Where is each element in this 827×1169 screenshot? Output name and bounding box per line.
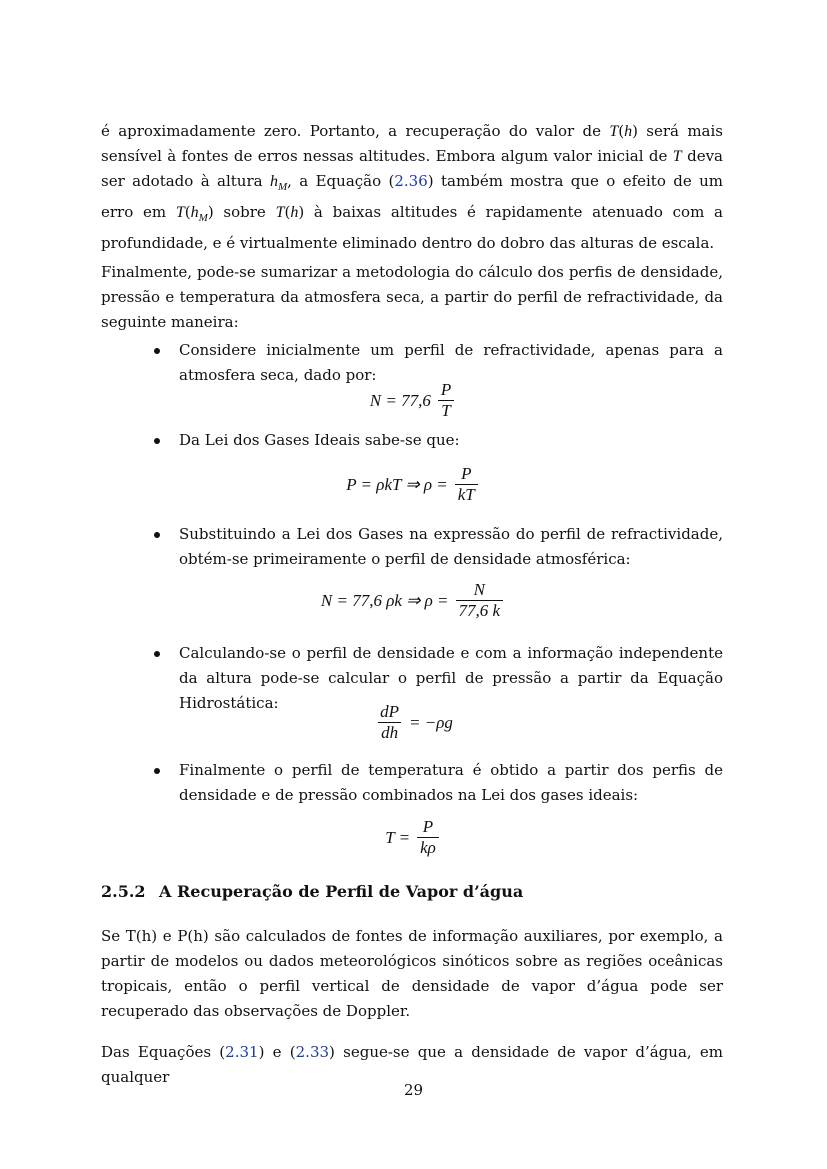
eq1-denominator: T	[438, 400, 453, 420]
eq4-rhs: = −ρg	[409, 712, 453, 732]
eq1-fraction	[438, 381, 454, 420]
eq3-denominator: 77,6 k	[456, 600, 504, 620]
para4-mid: ) e (	[258, 1043, 296, 1061]
eq2-fraction	[455, 465, 478, 504]
para4-after: ) segue-se que a densidade de vapor d’água, em qualquer	[101, 1043, 723, 1086]
section-heading	[101, 882, 523, 901]
bullet-item-3: Substituindo a Lei dos Gases na expressão do perfil de refractividade, obtém-se primeiramente o perfil de densidade atmosférica:	[179, 525, 723, 568]
paragraph-summary: Finalmente, pode-se sumarizar a metodologia do cálculo dos perfis de densidade, pressão e temperatura da atmosfera seca, a partir do perfil de refractividade, da seguinte maneira:	[101, 263, 723, 331]
bullet-item-4: Calculando-se o perfil de densidade e com a informação independente da altura pode-se calcular o perfil de pressão a partir da Equação Hidrostática:	[179, 644, 723, 712]
equation-ref-2[interactable]: 2.33	[295, 1043, 330, 1061]
eq4-denominator: dh	[378, 722, 401, 742]
section-title: A Recuperação de Perfil de Vapor d’água	[159, 882, 524, 901]
eq3-numerator: N	[473, 580, 485, 599]
bullet-item-5: Finalmente o perfil de temperatura é obtido a partir dos perfis de densidade e de pressão combinados na Lei dos gases ideais:	[179, 761, 723, 804]
eq4-fraction	[377, 703, 402, 742]
paragraph-intro: é aproximadamente zero. Portanto, a recuperação do valor de T(h) será mais sensível à fontes de erros nessas altitudes. Embora algum valor inicial de T deva ser adotado à altura $h_M$, a Equação (2.36) também mostra que o efeito de um erro em $T(h_M)$ sobre T(h) à baixas altitudes é rapidamente atenuado com a profundidade, e é virtualmente eliminado dentro do dobro das alturas de escala.	[101, 122, 724, 253]
eq3-lhs: N = 77,6 ρk ⇒ ρ =	[320, 590, 449, 610]
bullet-dot	[152, 651, 162, 661]
bullet-dot	[152, 348, 162, 358]
equation-density	[0, 581, 827, 620]
eq3-fraction	[456, 581, 504, 620]
eq2-denominator: kT	[455, 484, 478, 504]
equation-ref[interactable]: 2.36	[394, 172, 428, 190]
equation-hydrostatic	[0, 702, 827, 742]
equation-refractivity	[0, 381, 827, 420]
eq5-denominator: kρ	[417, 837, 439, 857]
bullet-dot	[152, 768, 162, 778]
equation-temperature	[0, 818, 827, 857]
equation-ideal-gas	[0, 465, 827, 504]
eq5-lhs: T =	[385, 827, 411, 847]
eq1-numerator: P	[440, 380, 452, 399]
eq2-lhs: P = ρkT ⇒ ρ =	[346, 474, 448, 494]
section-number: 2.5.2	[101, 882, 146, 901]
eq5-numerator: P	[422, 817, 434, 836]
eq4-numerator: dP	[380, 702, 400, 721]
eq5-fraction	[417, 818, 439, 857]
bullet-dot	[152, 532, 162, 542]
para4-before: Das Equações (	[101, 1043, 226, 1061]
eq1-lhs: N = 77,6	[369, 390, 431, 410]
bullet-item-1: Considere inicialmente um perfil de refractividade, apenas para a atmosfera seca, dado por:	[179, 341, 723, 384]
page-number: 29	[403, 1081, 424, 1099]
bullet-item-2: Da Lei dos Gases Ideais sabe-se que:	[179, 431, 460, 449]
eq2-numerator: P	[461, 464, 472, 483]
bullet-dot	[152, 438, 162, 448]
equation-ref-1[interactable]: 2.31	[225, 1043, 259, 1061]
paragraph-vapor: Se T(h) e P(h) são calculados de fontes de informação auxiliares, por exemplo, a partir de modelos ou dados meteorológicos sinóticos sobre as regiões oceânicas tropicais, então o perfil vertical de densidade de vapor d’água pode ser recuperado das observações de Doppler.	[101, 927, 723, 1020]
